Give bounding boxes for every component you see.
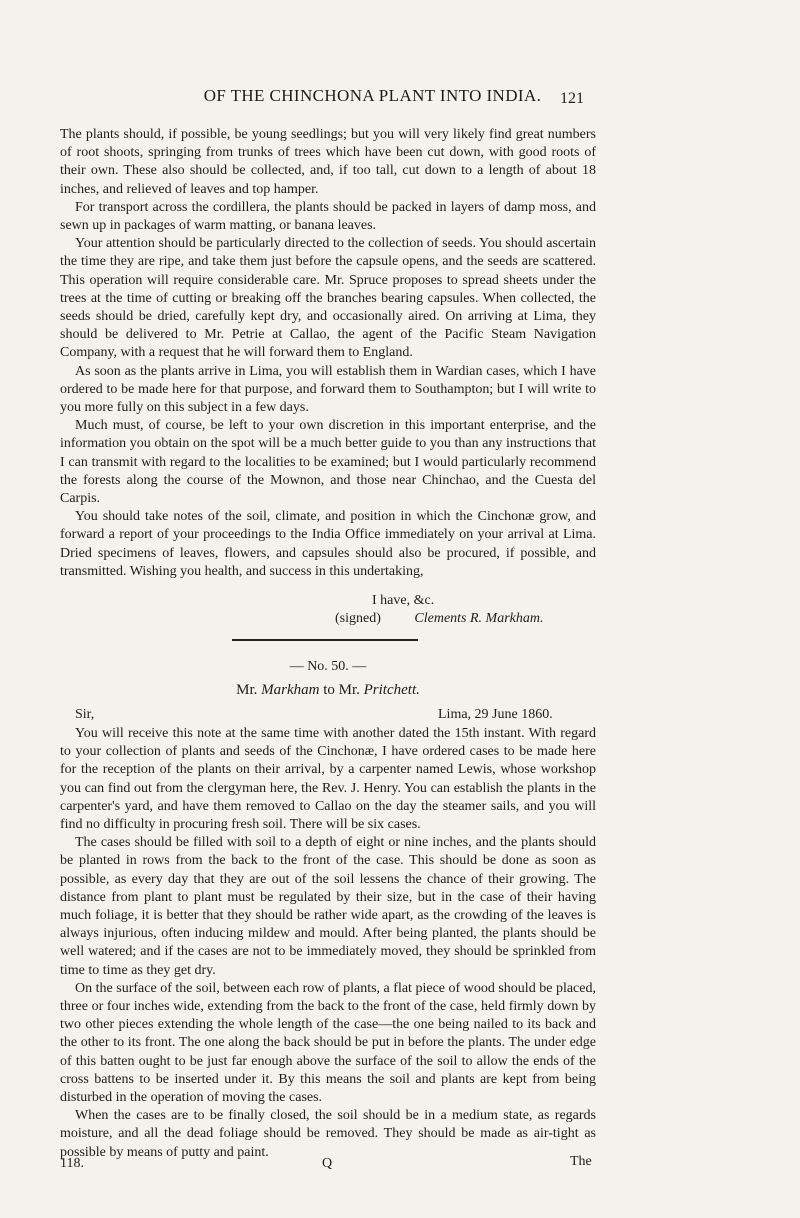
- paragraph: As soon as the plants arrive in Lima, you will establish them in Wardian cases, which I have ordered to be made here for that purpose, and forward them to Southampton; but I will write to you more fully on this subject in a few days.: [60, 363, 596, 416]
- catchword: The: [570, 1154, 592, 1169]
- signature-mark: 118.: [60, 1156, 84, 1171]
- paragraph: For transport across the cordillera, the plants should be packed in layers of damp moss, and sewn up in packages of warm matting, or banana leaves.: [60, 199, 596, 234]
- gathering-mark: Q: [322, 1156, 333, 1171]
- paragraph: When the cases are to be finally closed, the soil should be in a medium state, as regards moisture, and all the dead foliage should be removed. They should be made as air-tight as possible by means of putty and paint.: [60, 1108, 596, 1160]
- paragraph: The plants should, if possible, be young seedlings; but you will very likely find great numbers of root shoots, springing from trunks of trees which have been cut down, with good roots of their own. These also should be collected, and, if too tall, cut down to a length of about 18 inches, and relieved of leaves and top hamper.: [60, 127, 596, 197]
- title-from: Markham: [261, 682, 320, 698]
- title-mid: to Mr.: [323, 682, 360, 698]
- section-divider: [232, 639, 418, 641]
- letter2-body: [60, 725, 596, 1162]
- paragraph: Your attention should be particularly directed to the collection of seeds. You should ascertain the time they are ripe, and take them just before the capsule opens, and the seeds are scattered. This operation will require considerable care. Mr. Spruce proposes to spread sheets under the trees at the time of cutting or breaking off the branches bearing capsules. When collected, the seeds should be dried, carefully kept dry, and occasionally aired. On arriving at Lima, they should be delivered to Mr. Petrie at Callao, the agent of the Pacific Steam Navigation Company, with a request that he will forward them to England.: [60, 236, 596, 361]
- signed-label: (signed): [335, 611, 381, 626]
- paragraph: You should take notes of the soil, climate, and position in which the Cinchonæ grow, and forward a report of your proceedings to the India Office immediately on your arrival at Lima. Dried specimens of leaves, flowers, and capsules should also be procured, if possible, and transmitted. Wishing you health, and success in this undertaking,: [60, 509, 596, 579]
- dateline: Lima, 29 June 1860.: [438, 707, 553, 722]
- page-number: 121: [560, 90, 584, 107]
- document-number: — No. 50. —: [289, 659, 367, 674]
- letter1-body: [60, 126, 596, 581]
- paragraph: You will receive this note at the same time with another dated the 15th instant. With regard to your collection of plants and seeds of the Cinchonæ, I have ordered cases to be made here for the reception of the plants on their arrival, by a carpenter named Lewis, whose workshop you can find out from the clergyman here, the Rev. J. Henry. You can establish the plants in the carpenter's yard, and have them removed to Callao on the day the steamer sails, and you will find no difficulty in procuring fresh soil. There will be six cases.: [60, 726, 596, 833]
- paragraph: On the surface of the soil, between each row of plants, a flat piece of wood should be placed, three or four inches wide, extending from the back to the front of the case, held firmly down by two other pieces extending the whole length of the case—the one being nailed to its back and the other to its front. The one along the back should be put in before the plants. The under edge of this batten ought to be just far enough above the surface of the soil to allow the ends of the cross battens to be inserted under it. By this means the soil and plants are kept from being disturbed in the operation of moving the cases.: [60, 980, 596, 1106]
- title-to: Pritchett.: [363, 682, 420, 698]
- title-prefix: Mr.: [236, 682, 258, 698]
- signer-name: Clements R. Markham.: [414, 611, 544, 626]
- running-title: OF THE CHINCHONA PLANT INTO INDIA.: [203, 86, 542, 105]
- salutation: Sir,: [75, 707, 95, 722]
- signature-line: [60, 610, 596, 628]
- letter-title: [60, 682, 596, 699]
- closing-line: I have, &c.: [372, 593, 435, 608]
- paragraph: Much must, of course, be left to your own discretion in this important enterprise, and the information you obtain on the spot will be a much better guide to you than any instructions that I can transmit with regard to the localities to be examined; but I would particularly recommend the forests along the course of the Mownon, and those near Chinchao, and the Cuesta del Carpis.: [60, 418, 596, 507]
- paragraph: The cases should be filled with soil to a depth of eight or nine inches, and the plants should be planted in rows from the back to the front of the case. This should be done as soon as possible, as every day that they are out of the soil lessens the chance of their growing. The distance from plant to plant must be regulated by their size, but in the case of their having much foliage, it is better that they should be rather wide apart, as the crowding of the leaves is always injurious, often inducing mildew and mould. After being planted, the plants should be well watered; and if the cases are not to be immediately moved, they should be sprinkled from time to time as they get dry.: [60, 835, 596, 978]
